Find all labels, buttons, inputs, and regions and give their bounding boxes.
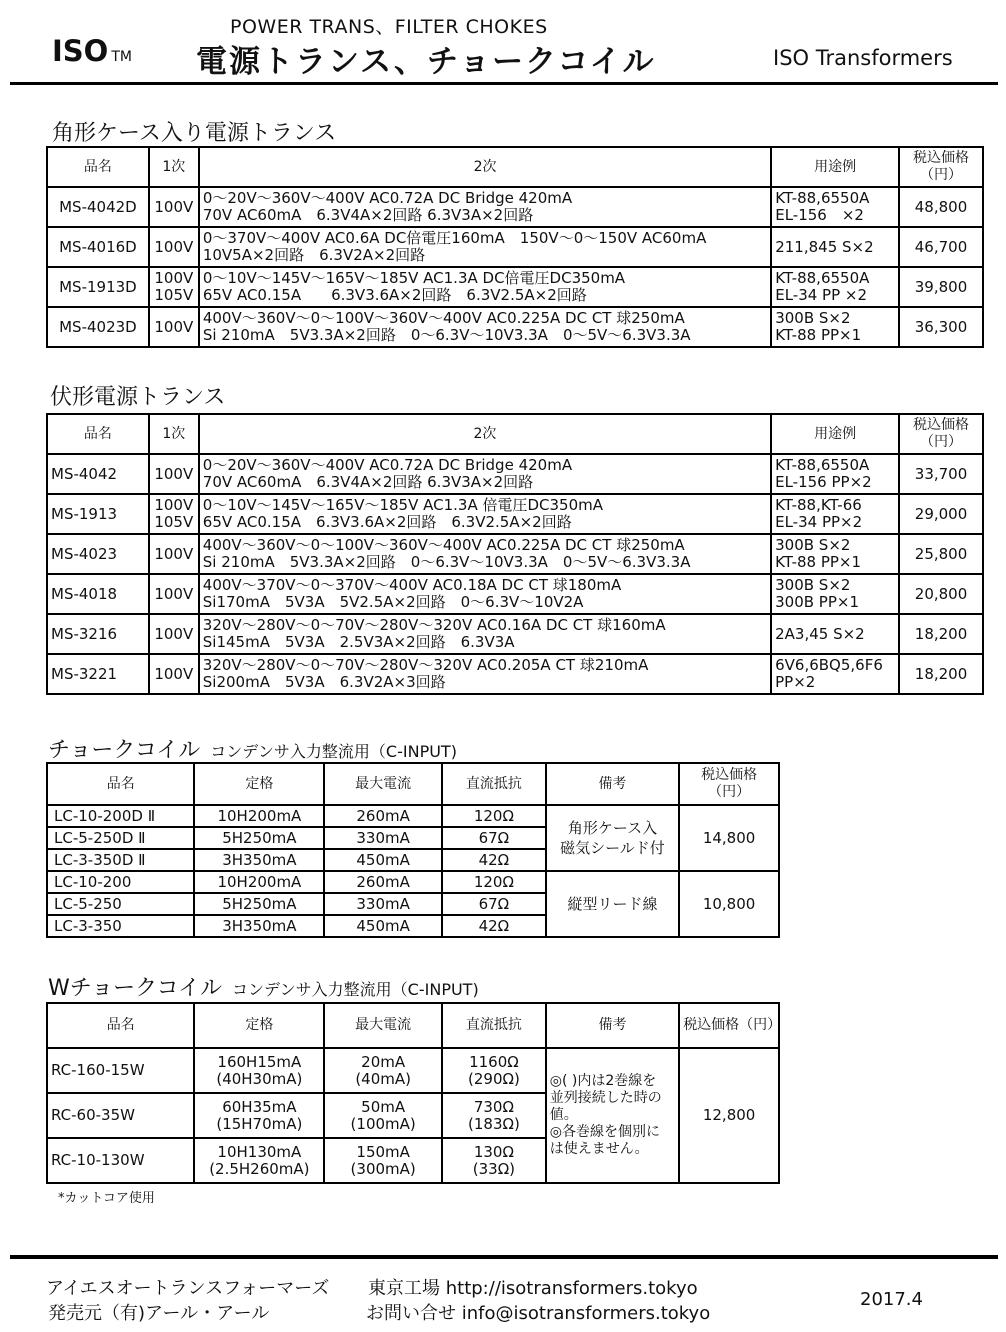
- max-current: 450mA: [324, 915, 442, 937]
- dc-resistance: [442, 1048, 546, 1093]
- note-line: 縦型リード線: [567, 895, 658, 913]
- price: 20,800: [899, 574, 983, 614]
- col-header-name: 品名: [47, 414, 149, 454]
- usage-example: [771, 227, 899, 267]
- group-price: 10,800: [679, 871, 779, 937]
- price: 33,700: [899, 454, 983, 494]
- col-header-secondary: 2次: [199, 414, 771, 454]
- choke-coil-table: [46, 762, 780, 938]
- footer-factory: [368, 1274, 698, 1300]
- model-name: MS-4023D: [47, 307, 149, 347]
- dc-resistance: 67Ω: [442, 827, 546, 849]
- primary-line: 105V: [154, 513, 194, 531]
- rating-line: 60H35mA: [222, 1097, 297, 1116]
- primary-voltage: [149, 307, 199, 347]
- col-header-current: 最大電流: [324, 1003, 442, 1048]
- secondary-line: 400V～360V～0～100V～360V～400V AC0.225A DC CT 球250mA: [202, 309, 685, 327]
- price: 18,200: [899, 654, 983, 694]
- square-case-transformer-table: [46, 146, 984, 348]
- col-header-use: 用途例: [771, 147, 899, 187]
- secondary-line: 320V～280V～0～70V～280V～320V AC0.205A CT 球210mA: [202, 656, 649, 674]
- rating: 3H350mA: [194, 849, 324, 871]
- header-company: ISO Transformers: [773, 46, 953, 70]
- brand-logo: [52, 34, 132, 68]
- usage-example: [771, 534, 899, 574]
- secondary-line: Si 210mA 5V3.3A×2回路 0～6.3V～10V3.3A 0～5V～6.3V3.3A: [202, 553, 691, 571]
- model-name: LC-3-350: [47, 915, 194, 937]
- note-group: [546, 805, 679, 871]
- secondary-line: Si200mA 5V3A 6.3V2A×3回路: [202, 673, 446, 691]
- resistance-line: (290Ω): [468, 1069, 520, 1088]
- dc-resistance: 120Ω: [442, 805, 546, 827]
- usage-example: [771, 494, 899, 534]
- secondary-line: Si170mA 5V3A 5V2.5A×2回路 0～6.3V～10V2A: [202, 593, 584, 611]
- usage-line: EL-156 ×2: [775, 206, 864, 224]
- col-header-rating: 定格: [194, 1003, 324, 1048]
- note-line: ◎( )内は2巻線を: [549, 1073, 657, 1089]
- brand-name: ISO: [52, 34, 109, 68]
- usage-example: [771, 614, 899, 654]
- model-name: MS-3216: [47, 614, 149, 654]
- col-header-name: 品名: [47, 763, 194, 805]
- usage-line: EL-34 PP×2: [775, 513, 863, 531]
- col-header-note: 備考: [546, 763, 679, 805]
- group-price: 14,800: [679, 805, 779, 871]
- note-group: [546, 871, 679, 937]
- choke-title: チョークコイル: [48, 738, 201, 763]
- primary-voltage: [149, 227, 199, 267]
- footer-company: アイエスオートランスフォーマーズ: [46, 1278, 330, 1299]
- secondary-line: 0～10V～145V～165V～185V AC1.3A DC倍電圧DC350mA: [202, 269, 626, 287]
- factory-label: 東京工場: [368, 1278, 440, 1299]
- table-row: [47, 454, 983, 494]
- table-row: [47, 187, 983, 227]
- secondary-spec: [199, 534, 771, 574]
- usage-line: EL-156 PP×2: [775, 473, 872, 491]
- table-row: [47, 307, 983, 347]
- secondary-line: 70V AC60mA 6.3V4A×2回路 6.3V3A×2回路: [202, 206, 534, 224]
- col-header-current: 最大電流: [324, 763, 442, 805]
- max-current: [324, 1138, 442, 1183]
- primary-voltage: [149, 534, 199, 574]
- model-name: MS-1913D: [47, 267, 149, 307]
- primary-line: 100V: [154, 624, 194, 643]
- current-line: (300mA): [350, 1159, 416, 1178]
- table-row: [47, 574, 983, 614]
- secondary-spec: [199, 187, 771, 227]
- max-current: [324, 1048, 442, 1093]
- secondary-line: 320V～280V～0～70V～280V～320V AC0.16A DC CT 球160mA: [202, 616, 666, 634]
- primary-line: 100V: [154, 464, 194, 483]
- secondary-line: 0～20V～360V～400V AC0.72A DC Bridge 420mA: [202, 456, 573, 474]
- table-row: [47, 534, 983, 574]
- footer-date: 2017.4: [860, 1289, 923, 1310]
- group-price: 12,800: [679, 1048, 779, 1183]
- table-row: [47, 494, 983, 534]
- section-title-w-choke: [48, 971, 479, 1002]
- contact-label: お問い合せ: [366, 1303, 456, 1324]
- choke-subtitle: コンデンサ入力整流用（C-INPUT): [210, 742, 457, 761]
- secondary-line: Si145mA 5V3A 2.5V3A×2回路 6.3V3A: [202, 633, 515, 651]
- table-row: [47, 1048, 779, 1093]
- price: 48,800: [899, 187, 983, 227]
- usage-line: KT-88,6550A: [775, 269, 870, 287]
- secondary-spec: [199, 267, 771, 307]
- model-name: MS-1913: [47, 494, 149, 534]
- model-name: RC-10-130W: [47, 1138, 194, 1183]
- usage-line: KT-88,KT-66: [775, 496, 862, 514]
- secondary-line: 0～20V～360V～400V AC0.72A DC Bridge 420mA: [202, 189, 573, 207]
- col-header-secondary: 2次: [199, 147, 771, 187]
- w-choke-coil-table: [46, 1002, 780, 1184]
- rating: 3H350mA: [194, 915, 324, 937]
- primary-line: 100V: [154, 197, 194, 216]
- usage-example: [771, 307, 899, 347]
- model-name: MS-4018: [47, 574, 149, 614]
- primary-voltage: [149, 654, 199, 694]
- dc-resistance: 67Ω: [442, 893, 546, 915]
- model-name: MS-3221: [47, 654, 149, 694]
- model-name: LC-5-250: [47, 893, 194, 915]
- w-choke-title: Wチョークコイル: [48, 976, 222, 1001]
- table-header-row: [47, 1003, 779, 1048]
- model-name: MS-4023: [47, 534, 149, 574]
- secondary-line: 400V～360V～0～100V～360V～400V AC0.225A DC CT 球250mA: [202, 536, 685, 554]
- secondary-line: 0～370V～400V AC0.6A DC倍電圧160mA 150V～0～150V AC60mA: [202, 229, 707, 247]
- note-group: [546, 1048, 679, 1183]
- usage-example: [771, 454, 899, 494]
- model-name: RC-60-35W: [47, 1093, 194, 1138]
- resistance-line: 730Ω: [473, 1097, 514, 1116]
- price: 39,800: [899, 267, 983, 307]
- primary-voltage: [149, 614, 199, 654]
- rating: 10H200mA: [194, 871, 324, 893]
- rating: 10H200mA: [194, 805, 324, 827]
- note-line: 並列接続した時の: [549, 1090, 662, 1106]
- dc-resistance: 42Ω: [442, 915, 546, 937]
- section-title-choke: [48, 733, 457, 764]
- usage-line: EL-34 PP ×2: [775, 286, 868, 304]
- rating: [194, 1138, 324, 1183]
- usage-line: KT-88,6550A: [775, 456, 870, 474]
- footer-rule: [10, 1255, 998, 1259]
- rating: [194, 1093, 324, 1138]
- table-row: [47, 805, 779, 827]
- primary-line: 100V: [154, 664, 194, 683]
- usage-line: 300B S×2: [775, 576, 851, 594]
- secondary-line: 70V AC60mA 6.3V4A×2回路 6.3V3A×2回路: [202, 473, 534, 491]
- col-header-resistance: 直流抵抗: [442, 1003, 546, 1048]
- current-line: 20mA: [361, 1052, 406, 1071]
- rating: 5H250mA: [194, 893, 324, 915]
- section-title-square-case: 角形ケース入り電源トランス: [52, 121, 337, 146]
- table-row: [47, 871, 779, 893]
- usage-line: 6V6,6BQ5,6F6: [775, 656, 883, 674]
- primary-line: 100V: [154, 584, 194, 603]
- current-line: 150mA: [356, 1142, 410, 1161]
- table-row: [47, 614, 983, 654]
- table-header-row: [47, 147, 983, 187]
- usage-line: PP×2: [775, 673, 816, 691]
- usage-line: KT-88,6550A: [775, 189, 870, 207]
- max-current: 330mA: [324, 827, 442, 849]
- col-header-primary: 1次: [149, 147, 199, 187]
- rating-line: 160H15mA: [217, 1052, 302, 1071]
- dc-resistance: 42Ω: [442, 849, 546, 871]
- table-row: [47, 654, 983, 694]
- col-header-primary: 1次: [149, 414, 199, 454]
- secondary-spec: [199, 227, 771, 267]
- secondary-spec: [199, 614, 771, 654]
- col-header-price: 税込価格（円）: [899, 147, 983, 187]
- usage-line: 300B S×2: [775, 536, 851, 554]
- model-name: LC-10-200: [47, 871, 194, 893]
- resistance-line: (183Ω): [468, 1114, 520, 1133]
- col-header-note: 備考: [546, 1003, 679, 1048]
- secondary-spec: [199, 454, 771, 494]
- current-line: (100mA): [350, 1114, 416, 1133]
- current-line: (40mA): [355, 1069, 411, 1088]
- primary-line: 105V: [154, 286, 194, 304]
- secondary-spec: [199, 494, 771, 534]
- rating-line: (15H70mA): [216, 1114, 303, 1133]
- price: 25,800: [899, 534, 983, 574]
- primary-line: 100V: [154, 544, 194, 563]
- primary-voltage: [149, 454, 199, 494]
- primary-voltage: [149, 267, 199, 307]
- max-current: [324, 1093, 442, 1138]
- usage-example: [771, 654, 899, 694]
- resistance-line: 130Ω: [473, 1142, 514, 1161]
- note-line: は使えません。: [549, 1141, 649, 1157]
- primary-line: 100V: [154, 237, 194, 256]
- footer-seller: 発売元（有)アール・アール: [48, 1303, 270, 1324]
- dc-resistance: [442, 1138, 546, 1183]
- primary-voltage: [149, 574, 199, 614]
- rating: 5H250mA: [194, 827, 324, 849]
- rating: [194, 1048, 324, 1093]
- page-title: 電源トランス、チョークコイル: [196, 44, 656, 80]
- note-line: 角形ケース入: [567, 819, 658, 837]
- w-choke-subtitle: コンデンサ入力整流用（C-INPUT): [232, 980, 479, 999]
- header-subtitle: POWER TRANS、FILTER CHOKES: [230, 16, 548, 38]
- max-current: 450mA: [324, 849, 442, 871]
- dc-resistance: [442, 1093, 546, 1138]
- primary-line: 100V: [154, 269, 194, 287]
- email-link[interactable]: info@isotransformers.tokyo: [461, 1303, 711, 1324]
- header-rule: [10, 82, 998, 85]
- secondary-spec: [199, 574, 771, 614]
- model-name: LC-3-350D Ⅱ: [47, 849, 194, 871]
- current-line: 50mA: [361, 1097, 406, 1116]
- max-current: 260mA: [324, 805, 442, 827]
- website-link[interactable]: http://isotransformers.tokyo: [445, 1278, 698, 1299]
- table-header-row: [47, 414, 983, 454]
- col-header-price: 税込価格（円）: [899, 414, 983, 454]
- usage-line: KT-88 PP×1: [775, 553, 862, 571]
- usage-line: 211,845 S×2: [775, 237, 874, 256]
- col-header-price: 税込価格（円）: [679, 1003, 779, 1048]
- trademark: TM: [111, 49, 132, 65]
- secondary-line: 65V AC0.15A 6.3V3.6A×2回路 6.3V2.5A×2回路: [202, 513, 572, 531]
- rating-line: 10H130mA: [217, 1142, 302, 1161]
- usage-line: 300B PP×1: [775, 593, 860, 611]
- secondary-spec: [199, 654, 771, 694]
- section-title-flat-type: 伏形電源トランス: [50, 385, 226, 410]
- secondary-line: 400V～370V～0～370V～400V AC0.18A DC CT 球180mA: [202, 576, 622, 594]
- dc-resistance: 120Ω: [442, 871, 546, 893]
- rating-line: (2.5H260mA): [209, 1159, 310, 1178]
- usage-line: 2A3,45 S×2: [775, 624, 865, 643]
- footer-contact: [366, 1299, 710, 1325]
- col-header-resistance: 直流抵抗: [442, 763, 546, 805]
- max-current: 330mA: [324, 893, 442, 915]
- table-row: [47, 267, 983, 307]
- primary-line: 100V: [154, 317, 194, 336]
- model-name: LC-5-250D Ⅱ: [47, 827, 194, 849]
- note-line: 磁気シールド付: [560, 839, 665, 857]
- secondary-line: 10V5A×2回路 6.3V2A×2回路: [202, 246, 426, 264]
- note-line: 値。: [549, 1107, 578, 1123]
- model-name: MS-4016D: [47, 227, 149, 267]
- resistance-line: (33Ω): [472, 1159, 516, 1178]
- secondary-line: Si 210mA 5V3.3A×2回路 0～6.3V～10V3.3A 0～5V～6.3V3.3A: [202, 326, 691, 344]
- cut-core-footnote: *カットコア使用: [58, 1191, 155, 1206]
- price: 36,300: [899, 307, 983, 347]
- col-header-rating: 定格: [194, 763, 324, 805]
- primary-voltage: [149, 187, 199, 227]
- primary-voltage: [149, 494, 199, 534]
- usage-example: [771, 187, 899, 227]
- secondary-line: 0～10V～145V～165V～185V AC1.3A 倍電圧DC350mA: [202, 496, 603, 514]
- rating-line: (40H30mA): [216, 1069, 303, 1088]
- usage-line: 300B S×2: [775, 309, 851, 327]
- secondary-spec: [199, 307, 771, 347]
- col-header-price: 税込価格（円）: [679, 763, 779, 805]
- usage-example: [771, 267, 899, 307]
- model-name: MS-4042: [47, 454, 149, 494]
- note-line: ◎各巻線を個別に: [549, 1124, 660, 1140]
- usage-example: [771, 574, 899, 614]
- price: 46,700: [899, 227, 983, 267]
- price: 18,200: [899, 614, 983, 654]
- model-name: RC-160-15W: [47, 1048, 194, 1093]
- resistance-line: 1160Ω: [469, 1052, 519, 1071]
- secondary-line: 65V AC0.15A 6.3V3.6A×2回路 6.3V2.5A×2回路: [202, 286, 587, 304]
- price: 29,000: [899, 494, 983, 534]
- max-current: 260mA: [324, 871, 442, 893]
- col-header-name: 品名: [47, 147, 149, 187]
- table-row: [47, 227, 983, 267]
- col-header-use: 用途例: [771, 414, 899, 454]
- model-name: MS-4042D: [47, 187, 149, 227]
- table-header-row: [47, 763, 779, 805]
- flat-transformer-table: [46, 413, 984, 695]
- primary-line: 100V: [154, 496, 194, 514]
- model-name: LC-10-200D Ⅱ: [47, 805, 194, 827]
- col-header-name: 品名: [47, 1003, 194, 1048]
- usage-line: KT-88 PP×1: [775, 326, 862, 344]
